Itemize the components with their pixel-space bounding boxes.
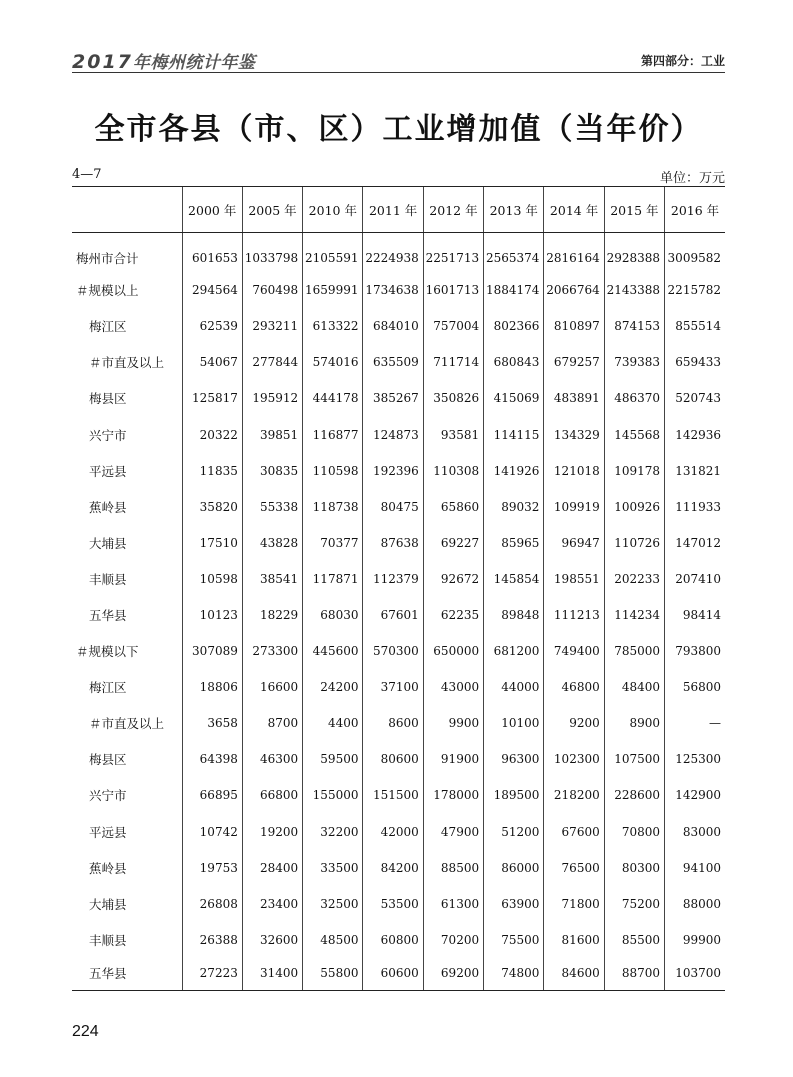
- table-cell: 8900: [604, 702, 664, 738]
- industry-value-table: [72, 186, 725, 991]
- table-cell: 84600: [544, 954, 604, 990]
- table-row: [72, 954, 725, 990]
- table-cell: 63900: [484, 882, 544, 918]
- table-cell: 151500: [363, 774, 423, 810]
- table-cell: 855514: [665, 305, 725, 341]
- table-cell: 70377: [303, 521, 363, 557]
- table-cell: 11835: [182, 449, 242, 485]
- table-cell: 112379: [363, 557, 423, 593]
- table-cell: 10123: [182, 593, 242, 629]
- table-cell: 444178: [303, 377, 363, 413]
- table-cell: 19200: [242, 810, 302, 846]
- table-cell: 2251713: [423, 233, 483, 269]
- table-cell: 293211: [242, 305, 302, 341]
- table-cell: 110598: [303, 449, 363, 485]
- table-row: [72, 846, 725, 882]
- table-cell: 711714: [423, 341, 483, 377]
- table-row: [72, 774, 725, 810]
- row-label: 五华县: [72, 954, 182, 990]
- table-row: [72, 630, 725, 666]
- table-cell: 64398: [182, 738, 242, 774]
- table-cell: 88000: [665, 882, 725, 918]
- table-cell: 277844: [242, 341, 302, 377]
- table-row: [72, 918, 725, 954]
- table-cell: 110308: [423, 449, 483, 485]
- table-cell: 121018: [544, 449, 604, 485]
- table-cell: 46300: [242, 738, 302, 774]
- table-cell: 198551: [544, 557, 604, 593]
- table-cell: 2215782: [665, 269, 725, 305]
- row-label: ＃规模以上: [76, 283, 139, 299]
- table-cell: 124873: [363, 413, 423, 449]
- table-cell: 86000: [484, 846, 544, 882]
- table-cell: 16600: [242, 666, 302, 702]
- table-cell: 10598: [182, 557, 242, 593]
- table-cell: 81600: [544, 918, 604, 954]
- table-cell: 61300: [423, 882, 483, 918]
- table-cell: 37100: [363, 666, 423, 702]
- column-header-year: 2000 年: [182, 187, 242, 233]
- table-cell: 218200: [544, 774, 604, 810]
- row-label: 丰顺县: [89, 932, 127, 948]
- table-cell: 60600: [363, 954, 423, 990]
- table-row: [72, 738, 725, 774]
- table-cell: 810897: [544, 305, 604, 341]
- table-cell: 75500: [484, 918, 544, 954]
- table-cell: 10742: [182, 810, 242, 846]
- yearbook-year: 2017: [72, 51, 133, 73]
- table-cell: 749400: [544, 630, 604, 666]
- table-cell: 71800: [544, 882, 604, 918]
- table-cell: 145854: [484, 557, 544, 593]
- table-cell: 43828: [242, 521, 302, 557]
- table-cell: 202233: [604, 557, 664, 593]
- table-cell: 31400: [242, 954, 302, 990]
- table-cell: 613322: [303, 305, 363, 341]
- table-cell: 2105591: [303, 233, 363, 269]
- table-row: [72, 305, 725, 341]
- table-cell: 785000: [604, 630, 664, 666]
- table-cell: 54067: [182, 341, 242, 377]
- table-row: [72, 485, 725, 521]
- table-cell: 99900: [665, 918, 725, 954]
- table-cell: 68030: [303, 593, 363, 629]
- table-cell: 80475: [363, 485, 423, 521]
- table-cell: 88700: [604, 954, 664, 990]
- table-cell: 2928388: [604, 233, 664, 269]
- table-cell: 195912: [242, 377, 302, 413]
- table-cell: 125300: [665, 738, 725, 774]
- header-divider: [72, 72, 725, 73]
- table-cell: 56800: [665, 666, 725, 702]
- table-cell: 75200: [604, 882, 664, 918]
- table-cell: 102300: [544, 738, 604, 774]
- row-label: 梅县区: [89, 391, 127, 407]
- table-cell: 93581: [423, 413, 483, 449]
- table-cell: 574016: [303, 341, 363, 377]
- row-label: 大埔县: [89, 535, 127, 551]
- table-cell: 91900: [423, 738, 483, 774]
- table-cell: 4400: [303, 702, 363, 738]
- table-cell: 192396: [363, 449, 423, 485]
- table-cell: 141926: [484, 449, 544, 485]
- table-cell: 118738: [303, 485, 363, 521]
- table-cell: 32200: [303, 810, 363, 846]
- table-cell: 111933: [665, 485, 725, 521]
- table-cell: 18806: [182, 666, 242, 702]
- table-cell: 43000: [423, 666, 483, 702]
- table-cell: 65860: [423, 485, 483, 521]
- table-cell: 92672: [423, 557, 483, 593]
- row-label: 兴宁市: [89, 427, 127, 443]
- table-cell: 117871: [303, 557, 363, 593]
- table-cell: 207410: [665, 557, 725, 593]
- table-cell: 684010: [363, 305, 423, 341]
- table-cell: 66800: [242, 774, 302, 810]
- table-cell: 757004: [423, 305, 483, 341]
- unit-label: 单位：万元: [659, 171, 725, 186]
- table-cell: 70800: [604, 810, 664, 846]
- table-cell: 18229: [242, 593, 302, 629]
- table-cell: 67600: [544, 810, 604, 846]
- table-header-row: [72, 187, 725, 233]
- table-cell: 70200: [423, 918, 483, 954]
- yearbook-name: 年梅州统计年鉴: [132, 53, 256, 73]
- table-cell: 66895: [182, 774, 242, 810]
- column-header-year: 2014 年: [544, 187, 604, 233]
- table-cell: 19753: [182, 846, 242, 882]
- table-cell: 47900: [423, 810, 483, 846]
- table-cell: 27223: [182, 954, 242, 990]
- table-cell: 80300: [604, 846, 664, 882]
- column-header-year: 2015 年: [604, 187, 664, 233]
- table-row: [72, 377, 725, 413]
- table-cell: 415069: [484, 377, 544, 413]
- table-cell: 107500: [604, 738, 664, 774]
- row-label: 蕉岭县: [89, 860, 127, 876]
- table-cell: 100926: [604, 485, 664, 521]
- table-cell: 32600: [242, 918, 302, 954]
- table-cell: 96300: [484, 738, 544, 774]
- table-cell: 26808: [182, 882, 242, 918]
- table-cell: 9200: [544, 702, 604, 738]
- table-cell: 1033798: [242, 233, 302, 269]
- table-cell: 635509: [363, 341, 423, 377]
- table-cell: 8700: [242, 702, 302, 738]
- table-cell: 26388: [182, 918, 242, 954]
- table-cell: 445600: [303, 630, 363, 666]
- table-cell: 350826: [423, 377, 483, 413]
- table-cell: 23400: [242, 882, 302, 918]
- section-title: 第四部分：工业: [640, 54, 725, 68]
- table-row: [72, 810, 725, 846]
- table-cell: 2224938: [363, 233, 423, 269]
- table-cell: 67601: [363, 593, 423, 629]
- page-title: 全市各县（市、区）工业增加值（当年价）: [94, 112, 703, 147]
- row-label: 丰顺县: [89, 571, 127, 587]
- table-cell: 89848: [484, 593, 544, 629]
- table-cell: 520743: [665, 377, 725, 413]
- table-cell: 8600: [363, 702, 423, 738]
- table-cell: 228600: [604, 774, 664, 810]
- row-label: 大埔县: [89, 896, 127, 912]
- table-cell: 9900: [423, 702, 483, 738]
- table-cell: 2816164: [544, 233, 604, 269]
- table-cell: 62235: [423, 593, 483, 629]
- table-cell: 89032: [484, 485, 544, 521]
- table-cell: 802366: [484, 305, 544, 341]
- table-cell: 650000: [423, 630, 483, 666]
- yearbook-title: [72, 48, 255, 73]
- table-cell: 659433: [665, 341, 725, 377]
- table-row: [72, 449, 725, 485]
- table-cell: 3009582: [665, 233, 725, 269]
- table-cell: 88500: [423, 846, 483, 882]
- row-label: 梅州市合计: [76, 251, 139, 267]
- table-cell: 2066764: [544, 269, 604, 305]
- row-label: 蕉岭县: [89, 499, 127, 515]
- table-row: [72, 593, 725, 629]
- column-header-year: 2016 年: [665, 187, 725, 233]
- table-cell: 147012: [665, 521, 725, 557]
- table-row: [72, 341, 725, 377]
- column-header-year: 2013 年: [484, 187, 544, 233]
- table-row: [72, 666, 725, 702]
- table-cell: 114115: [484, 413, 544, 449]
- table-cell: 178000: [423, 774, 483, 810]
- row-label: 兴宁市: [89, 788, 127, 804]
- table-cell: 28400: [242, 846, 302, 882]
- row-label: ＃规模以下: [76, 644, 139, 660]
- table-cell: 83000: [665, 810, 725, 846]
- table-cell: 74800: [484, 954, 544, 990]
- column-header-label: [72, 187, 182, 233]
- table-cell: 145568: [604, 413, 664, 449]
- row-label: ＃市直及以上: [89, 716, 165, 732]
- table-cell: 20322: [182, 413, 242, 449]
- table-cell: 385267: [363, 377, 423, 413]
- table-cell: 46800: [544, 666, 604, 702]
- table-cell: 109178: [604, 449, 664, 485]
- table-row: [72, 882, 725, 918]
- table-cell: 87638: [363, 521, 423, 557]
- table-cell: 3658: [182, 702, 242, 738]
- table-cell: 1601713: [423, 269, 483, 305]
- table-cell: 35820: [182, 485, 242, 521]
- table-cell: 48400: [604, 666, 664, 702]
- row-label: ＃市直及以上: [89, 355, 165, 371]
- table-cell: 739383: [604, 341, 664, 377]
- column-header-year: 2010 年: [303, 187, 363, 233]
- table-cell: 103700: [665, 954, 725, 990]
- table-row: [72, 521, 725, 557]
- table-cell: 125817: [182, 377, 242, 413]
- table-cell: 69227: [423, 521, 483, 557]
- table-cell: 39851: [242, 413, 302, 449]
- table-cell: 116877: [303, 413, 363, 449]
- table-cell: 483891: [544, 377, 604, 413]
- table-cell: 33500: [303, 846, 363, 882]
- table-row: [72, 702, 725, 738]
- table-cell: 189500: [484, 774, 544, 810]
- table-cell: 55338: [242, 485, 302, 521]
- table-body: [72, 233, 725, 991]
- table-cell: 679257: [544, 341, 604, 377]
- table-cell: 17510: [182, 521, 242, 557]
- table-cell: 30835: [242, 449, 302, 485]
- table-cell: 570300: [363, 630, 423, 666]
- table-cell: 85500: [604, 918, 664, 954]
- table-cell: 142900: [665, 774, 725, 810]
- table-cell: 114234: [604, 593, 664, 629]
- table-number: 4—7: [72, 167, 102, 182]
- table-cell: 80600: [363, 738, 423, 774]
- table-cell: 294564: [182, 269, 242, 305]
- table-row: [72, 233, 725, 269]
- table-cell: 2143388: [604, 269, 664, 305]
- table-row: [72, 269, 725, 305]
- table-cell: 62539: [182, 305, 242, 341]
- table-cell: 94100: [665, 846, 725, 882]
- table-cell: 38541: [242, 557, 302, 593]
- page-number: 224: [72, 1023, 99, 1040]
- table-cell: 98414: [665, 593, 725, 629]
- table-cell: 53500: [363, 882, 423, 918]
- row-label: 五华县: [89, 607, 127, 623]
- table-cell: 307089: [182, 630, 242, 666]
- table-cell: 55800: [303, 954, 363, 990]
- table-cell: 2565374: [484, 233, 544, 269]
- table-cell: 874153: [604, 305, 664, 341]
- table-cell: —: [665, 702, 725, 738]
- row-label: 梅江区: [89, 680, 127, 696]
- table-cell: 1659991: [303, 269, 363, 305]
- row-label: 梅县区: [89, 752, 127, 768]
- table-cell: 48500: [303, 918, 363, 954]
- column-header-year: 2005 年: [242, 187, 302, 233]
- table-cell: 85965: [484, 521, 544, 557]
- table-row: [72, 557, 725, 593]
- table-cell: 142936: [665, 413, 725, 449]
- table-cell: 109919: [544, 485, 604, 521]
- table-cell: 51200: [484, 810, 544, 846]
- table-cell: 96947: [544, 521, 604, 557]
- table-cell: 69200: [423, 954, 483, 990]
- table-cell: 601653: [182, 233, 242, 269]
- table-cell: 681200: [484, 630, 544, 666]
- table-cell: 1734638: [363, 269, 423, 305]
- table-cell: 793800: [665, 630, 725, 666]
- column-header-year: 2012 年: [423, 187, 483, 233]
- table-cell: 44000: [484, 666, 544, 702]
- table-row: [72, 413, 725, 449]
- table-cell: 131821: [665, 449, 725, 485]
- table-cell: 24200: [303, 666, 363, 702]
- row-label: 平远县: [89, 463, 127, 479]
- table-cell: 155000: [303, 774, 363, 810]
- table-cell: 111213: [544, 593, 604, 629]
- row-label: 梅江区: [89, 319, 127, 335]
- table-cell: 60800: [363, 918, 423, 954]
- table-cell: 134329: [544, 413, 604, 449]
- table-cell: 1884174: [484, 269, 544, 305]
- table-cell: 486370: [604, 377, 664, 413]
- table-cell: 76500: [544, 846, 604, 882]
- table-cell: 760498: [242, 269, 302, 305]
- table-cell: 10100: [484, 702, 544, 738]
- table-cell: 110726: [604, 521, 664, 557]
- table-cell: 273300: [242, 630, 302, 666]
- table-cell: 680843: [484, 341, 544, 377]
- table-cell: 32500: [303, 882, 363, 918]
- page-header: [72, 48, 725, 73]
- column-header-year: 2011 年: [363, 187, 423, 233]
- table-cell: 59500: [303, 738, 363, 774]
- table-cell: 84200: [363, 846, 423, 882]
- table-cell: 42000: [363, 810, 423, 846]
- row-label: 平远县: [89, 824, 127, 840]
